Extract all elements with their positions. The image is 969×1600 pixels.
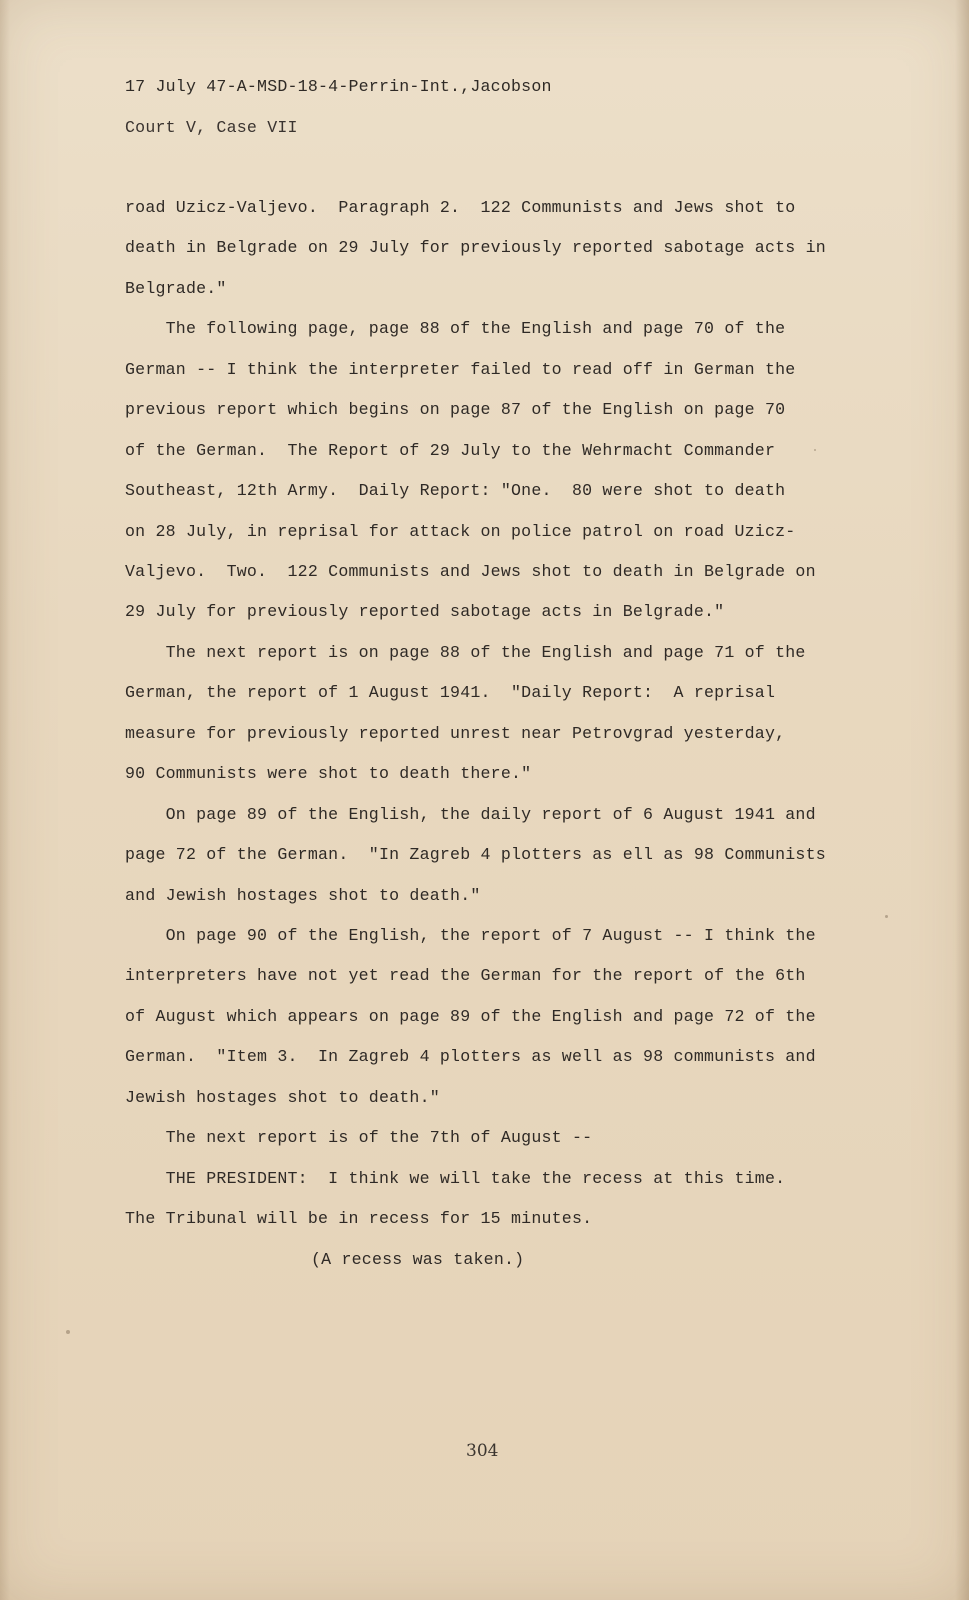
body-line: Jewish hostages shot to death." xyxy=(125,1088,440,1107)
body-line: of August which appears on page 89 of the English and page 72 of the xyxy=(125,1007,816,1026)
body-line: Southeast, 12th Army. Daily Report: "One. 80 were shot to death xyxy=(125,481,786,500)
body-line: previous report which begins on page 87 of the English on page 70 xyxy=(125,400,786,419)
paper-speck xyxy=(814,449,816,451)
body-line: and Jewish hostages shot to death." xyxy=(125,886,481,905)
paper-speck xyxy=(885,915,888,918)
body-line: German. "Item 3. In Zagreb 4 plotters as well as 98 communists and xyxy=(125,1047,816,1066)
page-edge-shadow-right xyxy=(955,0,969,1600)
court-case-line: Court V, Case VII xyxy=(125,118,298,137)
body-line: page 72 of the German. "In Zagreb 4 plotters as ell as 98 Communists xyxy=(125,845,826,864)
body-line: The Tribunal will be in recess for 15 minutes. xyxy=(125,1209,593,1228)
body-line: On page 90 of the English, the report of 7 August -- I think the xyxy=(125,926,816,945)
transcript-header-line: 17 July 47-A-MSD-18-4-Perrin-Int.,Jacobson xyxy=(125,77,552,96)
body-line: The next report is of the 7th of August -- xyxy=(125,1128,593,1147)
body-line: measure for previously reported unrest near Petrovgrad yesterday, xyxy=(125,724,786,743)
body-line: interpreters have not yet read the German for the report of the 6th xyxy=(125,966,806,985)
body-line: The following page, page 88 of the English and page 70 of the xyxy=(125,319,786,338)
page-number: 304 xyxy=(466,1441,499,1461)
body-line: German -- I think the interpreter failed to read off in German the xyxy=(125,360,796,379)
body-line: road Uzicz-Valjevo. Paragraph 2. 122 Communists and Jews shot to xyxy=(125,198,796,217)
recess-note: (A recess was taken.) xyxy=(311,1250,525,1269)
body-line: 29 July for previously reported sabotage acts in Belgrade." xyxy=(125,602,725,621)
body-line: of the German. The Report of 29 July to the Wehrmacht Commander xyxy=(125,441,776,460)
paper-speck xyxy=(66,1330,70,1334)
body-line: German, the report of 1 August 1941. "Daily Report: A reprisal xyxy=(125,683,776,702)
body-line: THE PRESIDENT: I think we will take the recess at this time. xyxy=(125,1169,786,1188)
body-line: On page 89 of the English, the daily report of 6 August 1941 and xyxy=(125,805,816,824)
body-line: Valjevo. Two. 122 Communists and Jews shot to death in Belgrade on xyxy=(125,562,816,581)
page-edge-shadow-left xyxy=(0,0,10,1600)
body-line: death in Belgrade on 29 July for previously reported sabotage acts in xyxy=(125,238,826,257)
body-line: 90 Communists were shot to death there." xyxy=(125,764,532,783)
body-line: on 28 July, in reprisal for attack on police patrol on road Uzicz- xyxy=(125,522,796,541)
body-line: Belgrade." xyxy=(125,279,227,298)
body-line: The next report is on page 88 of the English and page 71 of the xyxy=(125,643,806,662)
